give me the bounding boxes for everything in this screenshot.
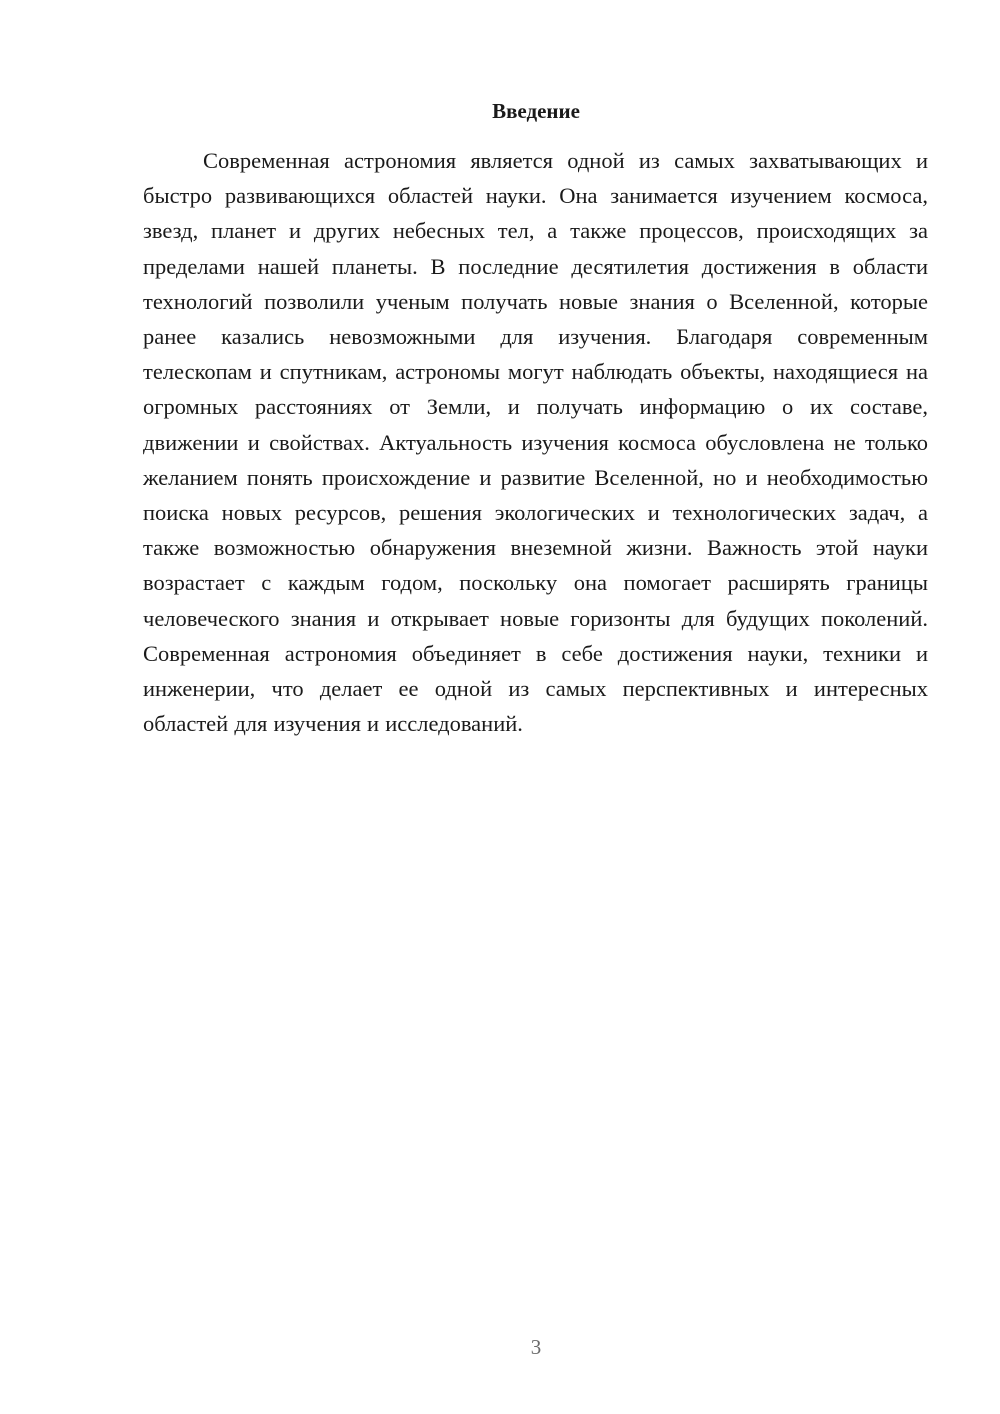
section-heading: Введение xyxy=(492,99,580,123)
body-paragraph: Современная астрономия является одной из самых захватывающих и быстро развивающихся областей науки. Она занимается изучением космоса, звезд, планет и других небесных тел, а также процессов, происходящих за пределами нашей планеты. В последние десятилетия достижения в области технологий позволили ученым получать новые знания о Вселенной, которые ранее казались невозможными для изучения. Благодаря современным телескопам и спутникам, астрономы могут наблюдать объекты, находящиеся на огромных расстояниях от Земли, и получать информацию о их составе, движении и свойствах. Актуальность изучения космоса обусловлена не только желанием понять происхождение и развитие Вселенной, но и необходимостью поиска новых ресурсов, решения экологических и технологических задач, а также возможностью обнаружения внеземной жизни. Важность этой науки возрастает с каждым годом, поскольку она помогает расширять границы человеческого знания и открывает новые горизонты для будущих поколений. Современная астрономия объединяет в себе достижения науки, техники и инженерии, что делает ее одной из самых перспективных и интересных областей для изучения и исследований. xyxy=(143,148,928,737)
page-number: 3 xyxy=(530,1335,542,1359)
